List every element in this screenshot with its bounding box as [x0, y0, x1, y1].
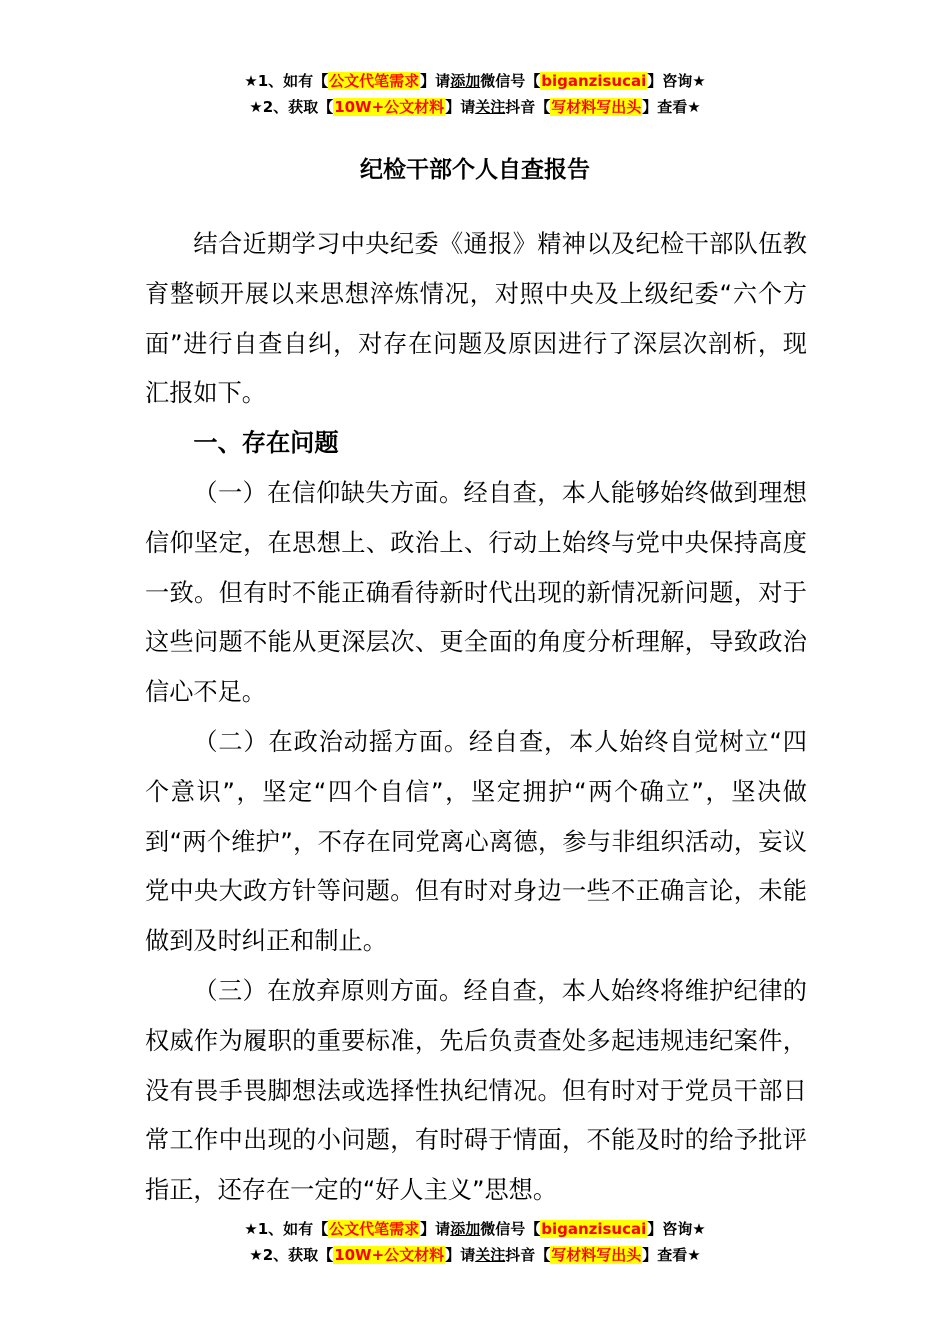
- banner-highlight: biganzisucai: [541, 72, 647, 90]
- banner-line-1: [0, 68, 950, 94]
- banner-underline-text: 添加: [450, 1220, 481, 1238]
- banner-underline-text: 关注: [475, 1246, 506, 1264]
- banner-text: 】咨询★: [647, 1220, 706, 1238]
- banner-text: 抖音【: [505, 98, 551, 116]
- banner-text: 】请: [445, 1246, 476, 1264]
- banner-highlight: 公文代笔需求: [329, 72, 420, 90]
- banner-text: ★1、如有【: [244, 1220, 329, 1238]
- banner-text: 】请: [445, 98, 476, 116]
- banner-text: 】查看★: [642, 1246, 701, 1264]
- banner-text: ★1、如有【: [244, 72, 329, 90]
- paragraph-2: （二）在政治动摇方面。经自查，本人始终自觉树立“四个意识”，坚定“四个自信”，坚定拥护“两个确立”，坚决做到“两个维护”，不存在同党离心离德，参与非组织活动，妄议党中央大政方针等问题。但有时对身边一些不正确言论，未能做到及时纠正和制止。: [145, 727, 807, 956]
- banner-text: 】请: [420, 72, 451, 90]
- document-title: 纪检干部个人自查报告: [360, 157, 590, 183]
- banner-text: 微信号【: [480, 1220, 541, 1238]
- paragraph-3: （三）在放弃原则方面。经自查，本人始终将维护纪律的权威作为履职的重要标准，先后负责查处多起违规违纪案件，没有畏手畏脚想法或选择性执纪情况。但有时对于党员干部日常工作中出现的小问题，有时碍于情面，不能及时的给予批评指正，还存在一定的“好人主义”思想。: [145, 976, 807, 1205]
- section-heading: 一、存在问题: [193, 429, 339, 458]
- paragraph-1: （一）在信仰缺失方面。经自查，本人能够始终做到理想信仰坚定，在思想上、政治上、行动上始终与党中央保持高度一致。但有时不能正确看待新时代出现的新情况新问题，对于这些问题不能从更深层次、更全面的角度分析理解，导致政治信心不足。: [145, 478, 807, 707]
- banner-line-2: [0, 1242, 950, 1268]
- banner-text: 】请: [420, 1220, 451, 1238]
- banner-underline-text: 添加: [450, 72, 481, 90]
- footer-banner: [0, 1216, 950, 1268]
- banner-text: 抖音【: [505, 1246, 551, 1264]
- banner-line-1: [0, 1216, 950, 1242]
- intro-paragraph: 结合近期学习中央纪委《通报》精神以及纪检干部队伍教育整顿开展以来思想淬炼情况，对照中央及上级纪委“六个方面”进行自查自纠，对存在问题及原因进行了深层次剖析，现汇报如下。: [145, 230, 807, 408]
- header-banner: [0, 68, 950, 120]
- banner-highlight: 公文代笔需求: [329, 1220, 420, 1238]
- banner-text: 微信号【: [480, 72, 541, 90]
- banner-text: ★2、获取【: [249, 98, 334, 116]
- banner-highlight: 写材料写出头: [551, 98, 642, 116]
- banner-highlight: 写材料写出头: [551, 1246, 642, 1264]
- banner-text: 】咨询★: [647, 72, 706, 90]
- banner-text: 】查看★: [642, 98, 701, 116]
- document-body: [145, 220, 807, 1216]
- banner-line-2: [0, 94, 950, 120]
- banner-highlight: 10W+公文材料: [334, 98, 445, 116]
- banner-underline-text: 关注: [475, 98, 506, 116]
- banner-highlight: 10W+公文材料: [334, 1246, 445, 1264]
- banner-text: ★2、获取【: [249, 1246, 334, 1264]
- banner-highlight: biganzisucai: [541, 1220, 647, 1238]
